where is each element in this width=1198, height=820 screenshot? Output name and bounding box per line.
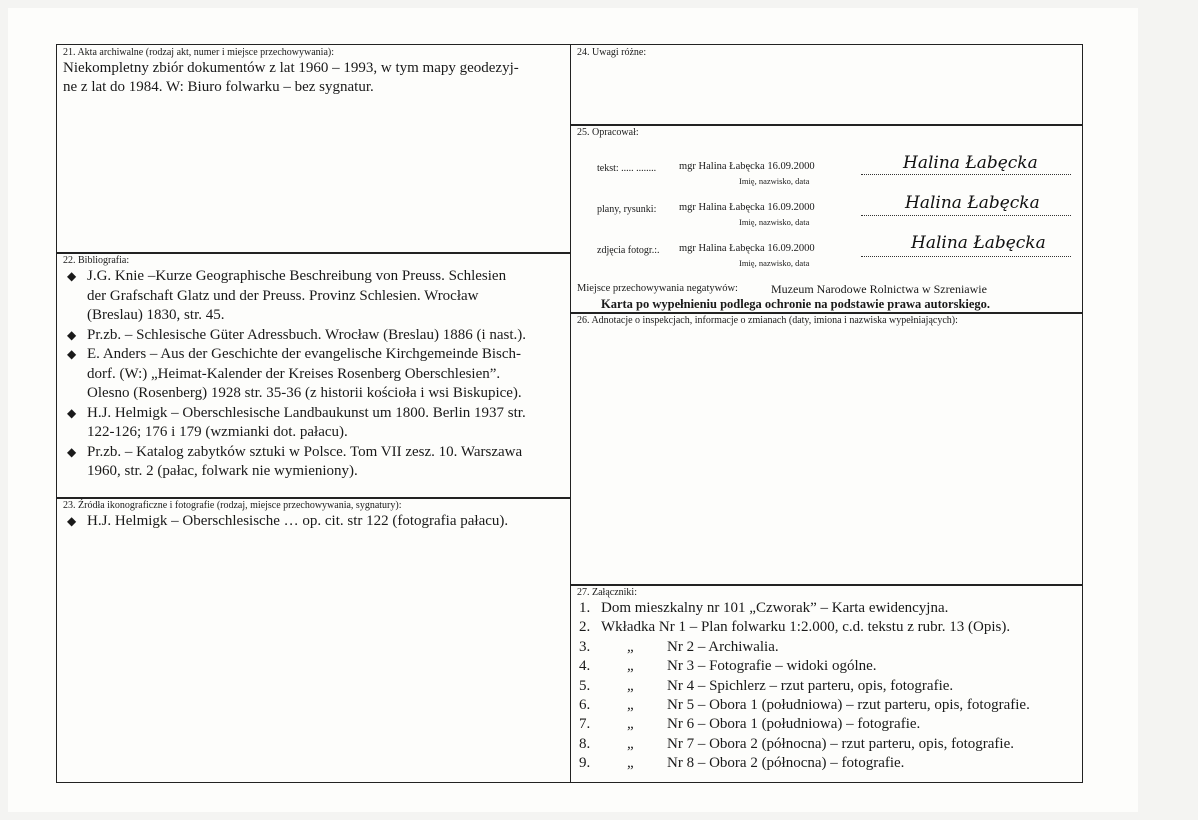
- row-photos-prefix: zdjęcia fotogr.:.: [597, 245, 660, 256]
- section-22-label: 22. Bibliografia:: [63, 255, 130, 266]
- bullet-icon: ◆: [67, 327, 77, 342]
- attachment-number: 2.: [579, 619, 591, 636]
- ditto-mark: „: [627, 735, 634, 752]
- section-25-prepared-by: [570, 124, 1083, 314]
- section-23-iconography: [56, 497, 571, 783]
- bullet-icon: ◆: [67, 444, 77, 459]
- attachment-text: Nr 4 – Spichlerz – rzut parteru, opis, fotografie.: [667, 677, 954, 694]
- signature-photos: Halina Łabęcka: [911, 233, 1046, 253]
- attachment-text: Nr 5 – Obora 1 (południowa) – rzut parteru, opis, fotografie.: [667, 697, 1030, 713]
- attachment-number: 8.: [579, 735, 591, 752]
- signature-plans: Halina Łabęcka: [905, 193, 1040, 213]
- ditto-mark: „: [627, 716, 634, 733]
- bibliography-line: 1960, str. 2 (pałac, folwark nie wymieniony).: [87, 463, 358, 479]
- bullet-icon: ◆: [67, 347, 77, 361]
- section-23-label: 23. Źródła ikonograficzne i fotografie (rodzaj, miejsce przechowywania, sygnatury):: [63, 500, 402, 511]
- row-photos-name: mgr Halina Łabęcka 16.09.2000: [679, 243, 815, 254]
- attachment-text: Nr 3 – Fotografie – widoki ogólne.: [667, 658, 877, 675]
- row-plans-prefix: plany, rysunki:: [597, 204, 657, 215]
- attachment-number: 5.: [579, 677, 591, 694]
- section-24-remarks: [570, 44, 1083, 126]
- ditto-mark: „: [627, 755, 634, 772]
- attachment-number: 1.: [579, 600, 591, 616]
- section-24-label: 24. Uwagi różne:: [577, 47, 647, 58]
- row-photos-sub: Imię, nazwisko, data: [739, 258, 810, 268]
- section-26-annotations: [570, 312, 1083, 586]
- ditto-mark: „: [627, 658, 634, 675]
- attachment-text: Nr 7 – Obora 2 (północna) – rzut parteru, opis, fotografie.: [667, 735, 1014, 752]
- bullet-icon: ◆: [67, 514, 77, 528]
- section-26-label: 26. Adnotacje o inspekcjach, informacje o zmianach (daty, imiona i nazwiska wypełniających):: [577, 315, 958, 326]
- section-22-bibliography: [56, 252, 571, 499]
- bullet-icon: ◆: [67, 405, 77, 420]
- attachment-text: Wkładka Nr 1 – Plan folwarku 1:2.000, c.d. tekstu z rubr. 13 (Opis).: [601, 619, 1011, 636]
- attachment-number: 3.: [579, 638, 591, 655]
- section-21-line1: Niekompletny zbiór dokumentów z lat 1960 – 1993, w tym mapy geodezyj-: [63, 60, 519, 76]
- form-sheet: [8, 8, 1138, 812]
- signature-text: Halina Łabęcka: [903, 153, 1038, 173]
- attachment-number: 6.: [579, 697, 591, 713]
- row-text-sub: Imię, nazwisko, data: [739, 176, 810, 186]
- attachment-number: 4.: [579, 658, 591, 675]
- row-text-prefix: tekst: ..... ........: [597, 163, 657, 174]
- attachment-text: Dom mieszkalny nr 101 „Czworak” – Karta ewidencyjna.: [601, 600, 949, 616]
- ditto-mark: „: [627, 638, 634, 655]
- copyright-note: Karta po wypełnieniu podlega ochronie na podstawie prawa autorskiego.: [601, 297, 991, 311]
- section-21-label: 21. Akta archiwalne (rodzaj akt, numer i miejsce przechowywania):: [63, 47, 335, 58]
- bibliography-line: H.J. Helmigk – Oberschlesische Landbaukunst um 1800. Berlin 1937 str.: [87, 404, 526, 421]
- attachment-text: Nr 6 – Obora 1 (południowa) – fotografie.: [667, 716, 921, 733]
- attachment-number: 9.: [579, 755, 591, 772]
- section-25-label: 25. Opracował:: [577, 127, 639, 138]
- row-plans-sub: Imię, nazwisko, data: [739, 217, 810, 227]
- bibliography-line: (Breslau) 1830, str. 45.: [87, 307, 225, 323]
- bibliography-line: dorf. (W:) „Heimat-Kalender der Kreises Rosenberg Oberschlesien”.: [87, 365, 501, 382]
- section-27-label: 27. Załączniki:: [577, 587, 637, 598]
- row-plans-name: mgr Halina Łabęcka 16.09.2000: [679, 202, 815, 213]
- bibliography-line: E. Anders – Aus der Geschichte der evangelische Kirchgemeinde Bisch-: [87, 346, 522, 362]
- section-27-attachments: [570, 584, 1083, 783]
- bibliography-line: Pr.zb. – Katalog zabytków sztuki w Polsce. Tom VII zesz. 10. Warszawa: [87, 443, 523, 460]
- row-text-name: mgr Halina Łabęcka 16.09.2000: [679, 161, 815, 172]
- ditto-mark: „: [627, 697, 634, 713]
- attachment-text: Nr 8 – Obora 2 (północna) – fotografie.: [667, 755, 905, 772]
- bibliography-line: Olesno (Rosenberg) 1928 str. 35-36 (z historii kościoła i wsi Biskupice).: [87, 385, 522, 401]
- bibliography-line: der Grafschaft Glatz und der Preuss. Provinz Schlesien. Wrocław: [87, 287, 479, 304]
- bibliography-line: J.G. Knie –Kurze Geographische Beschreibung von Preuss. Schlesien: [87, 268, 507, 284]
- section-23-item: H.J. Helmigk – Oberschlesische … op. cit. str 122 (fotografia pałacu).: [87, 513, 509, 529]
- bullet-icon: ◆: [67, 269, 77, 283]
- negatives-label: Miejsce przechowywania negatywów:: [577, 283, 738, 294]
- attachment-number: 7.: [579, 716, 591, 733]
- bibliography-line: Pr.zb. – Schlesische Güter Adressbuch. Wrocław (Breslau) 1886 (i nast.).: [87, 326, 527, 343]
- attachment-text: Nr 2 – Archiwalia.: [667, 638, 779, 655]
- ditto-mark: „: [627, 677, 634, 694]
- negatives-value: Muzeum Narodowe Rolnictwa w Szreniawie: [771, 282, 987, 296]
- section-21-archives: [56, 44, 571, 254]
- section-21-line2: ne z lat do 1984. W: Biuro folwarku – bez sygnatur.: [63, 79, 374, 95]
- bibliography-line: 122-126; 176 i 179 (wzmianki dot. pałacu).: [87, 424, 348, 440]
